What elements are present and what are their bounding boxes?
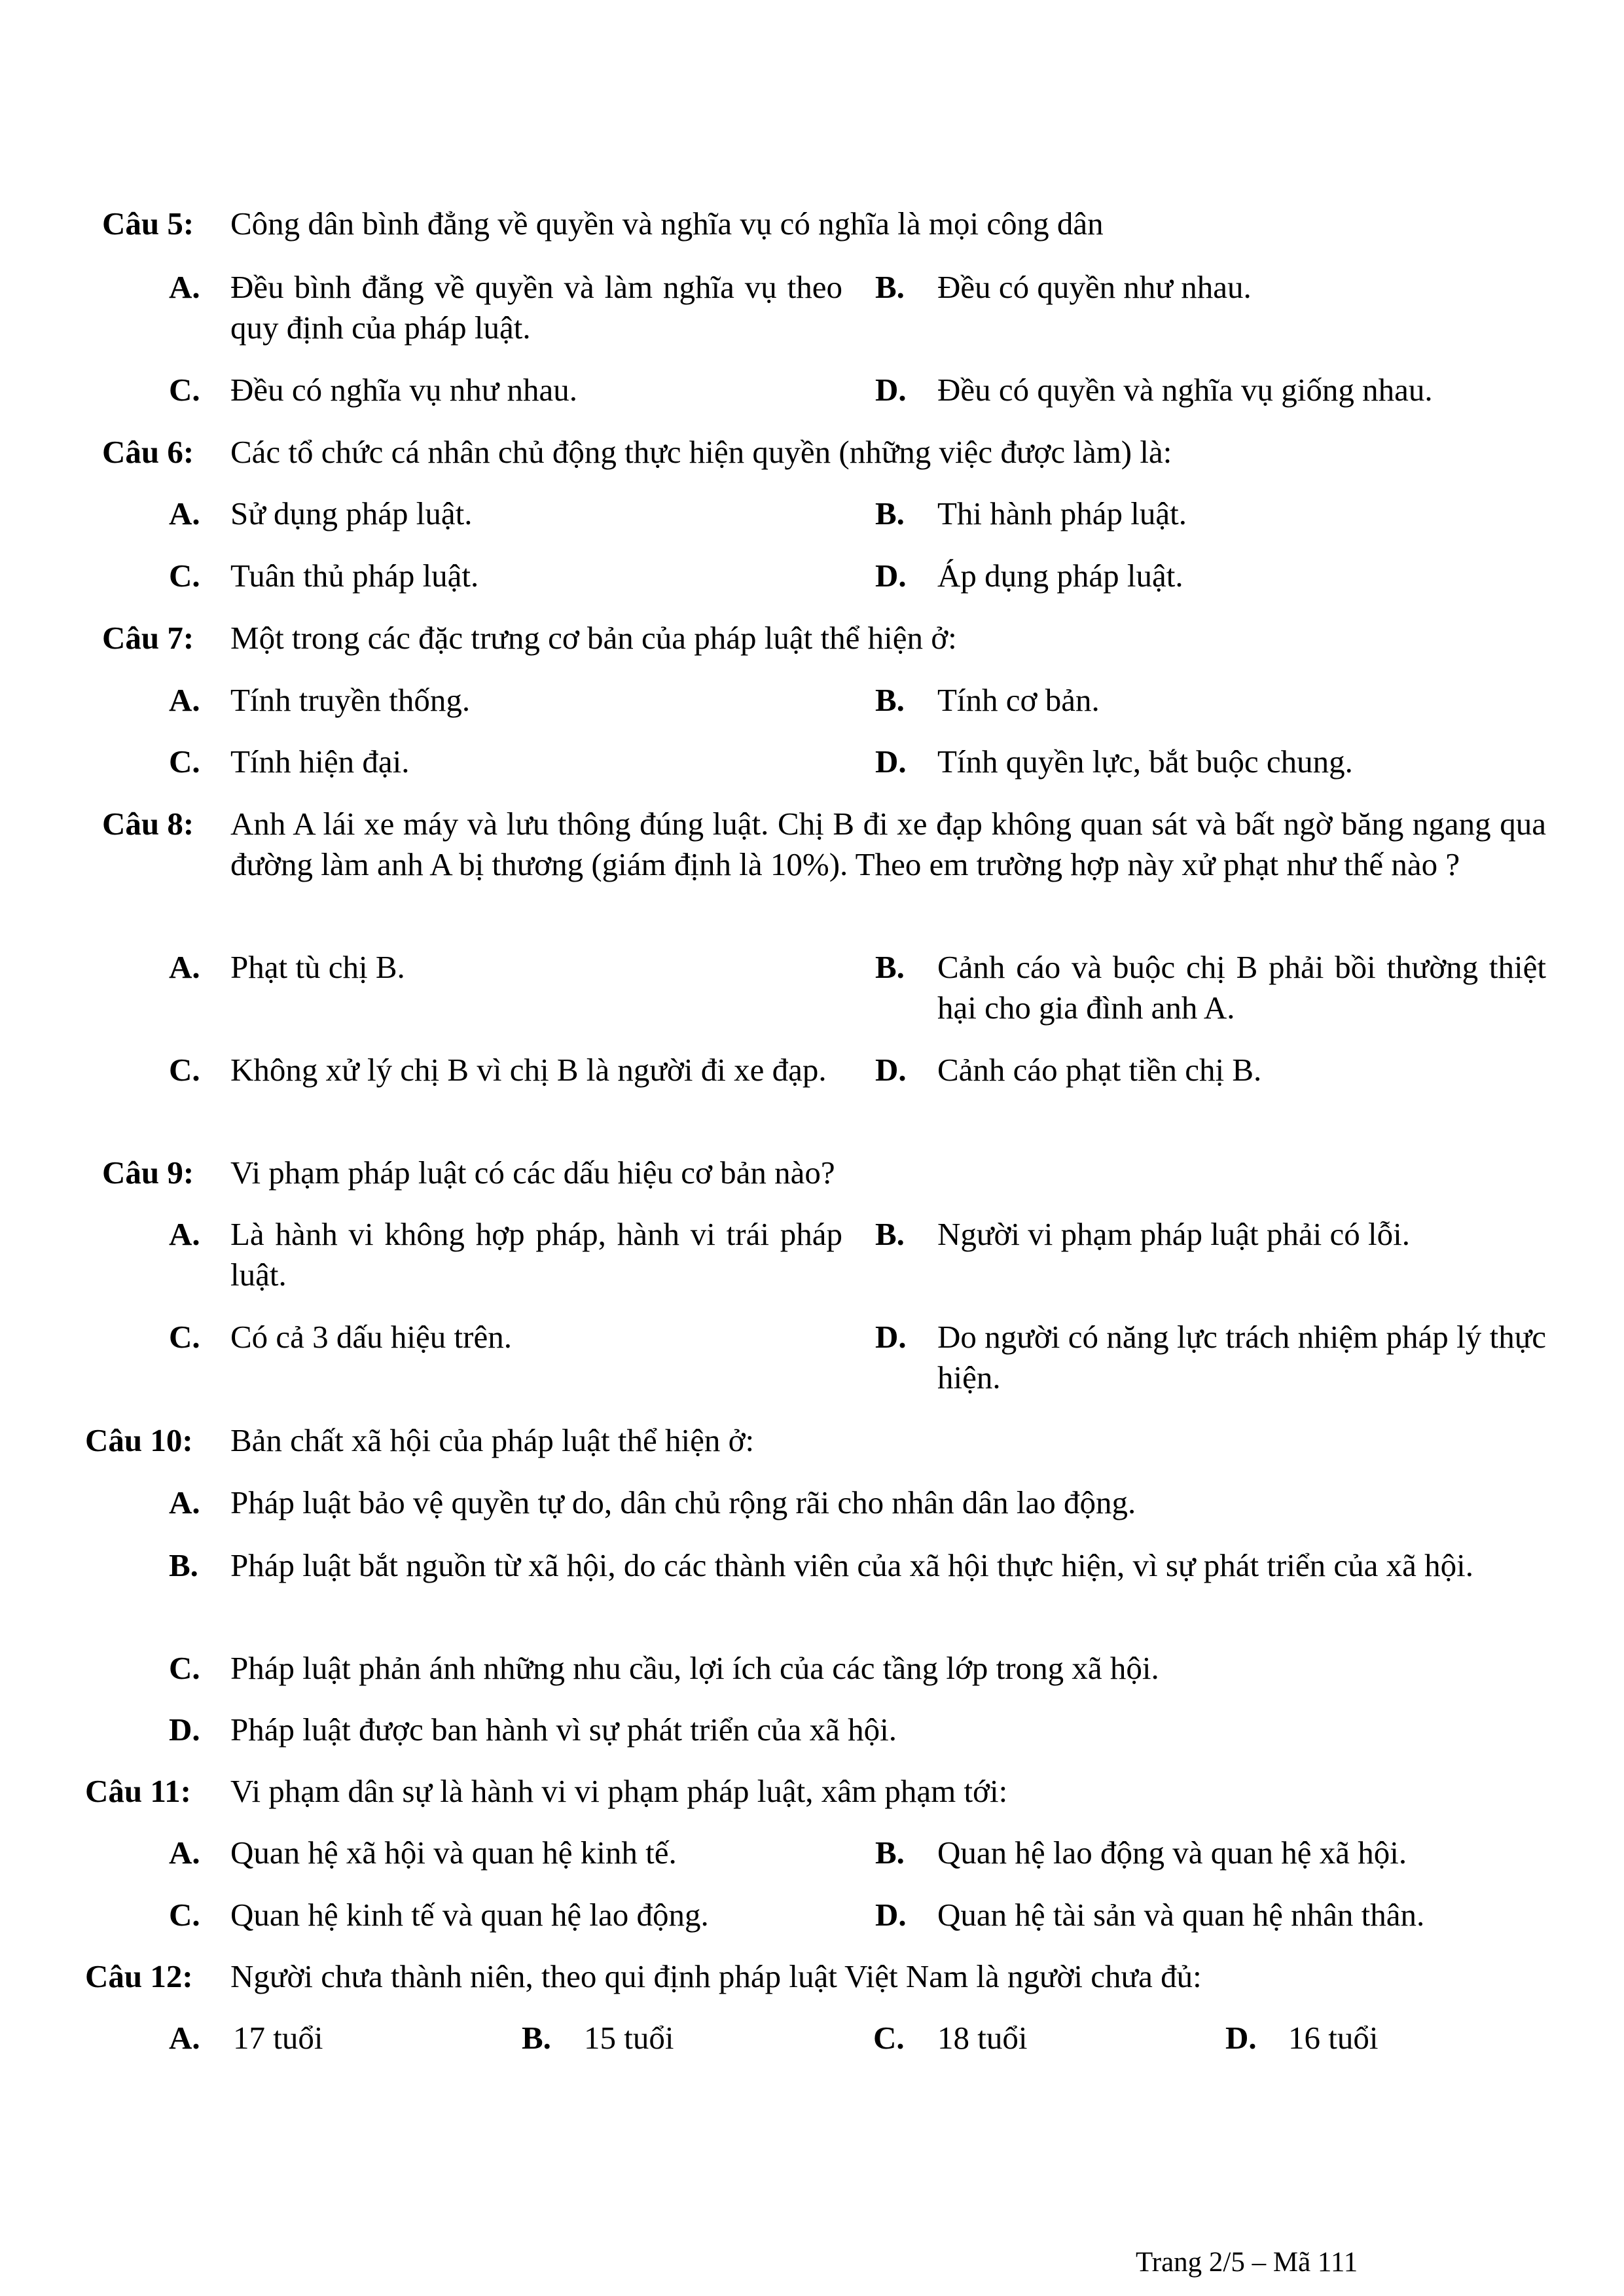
option-letter: B.	[875, 495, 905, 531]
question-text: Các tổ chức cá nhân chủ động thực hiện quyền (những việc được làm) là:	[230, 434, 1172, 470]
option-text: Đều có quyền như nhau.	[937, 269, 1252, 305]
option-text: 16 tuổi	[1288, 2020, 1379, 2056]
option-letter: A.	[169, 682, 200, 718]
option-text: Pháp luật bắt nguồn từ xã hội, do các thành viên của xã hội thực hiện, vì sự phát triển của xã hội.	[230, 1547, 1473, 1583]
option-text: Áp dụng pháp luật.	[937, 558, 1183, 594]
option-text: Đều có nghĩa vụ như nhau.	[230, 372, 578, 408]
option-letter: A.	[169, 2020, 200, 2056]
option-letter: D.	[875, 744, 907, 780]
option-text: Do người có năng lực trách nhiệm pháp lý thực hiện.	[937, 1319, 1546, 1395]
option-letter: B.	[169, 1547, 198, 1583]
option-text: Cảnh cáo và buộc chị B phải bồi thường thiệt hại cho gia đình anh A.	[937, 949, 1546, 1026]
option-letter: B.	[875, 682, 905, 718]
option-text: 18 tuổi	[937, 2020, 1028, 2056]
page-footer: Trang 2/5 – Mã 111	[1136, 2247, 1358, 2278]
question-label: Câu 11:	[85, 1773, 192, 1809]
option-letter: D.	[875, 1319, 907, 1355]
option-text: Tính cơ bản.	[937, 682, 1100, 718]
option-text: Thi hành pháp luật.	[937, 495, 1187, 531]
option-letter: A.	[169, 949, 200, 985]
option-letter: B.	[875, 1216, 905, 1252]
option-letter: C.	[169, 1319, 200, 1355]
option-letter: B.	[875, 269, 905, 305]
option-text: 17 tuổi	[233, 2020, 323, 2056]
option-text: Đều có quyền và nghĩa vụ giống nhau.	[937, 372, 1433, 408]
option-text: Quan hệ lao động và quan hệ xã hội.	[937, 1835, 1407, 1871]
question-text: Bản chất xã hội của pháp luật thể hiện ở:	[230, 1422, 755, 1458]
option-letter: C.	[169, 744, 200, 780]
option-text: Pháp luật được ban hành vì sự phát triển của xã hội.	[230, 1712, 897, 1748]
option-letter: D.	[875, 1052, 907, 1088]
question-label: Câu 5:	[102, 206, 194, 242]
question-label: Câu 10:	[85, 1422, 193, 1458]
question-text: Công dân bình đẳng về quyền và nghĩa vụ có nghĩa là mọi công dân	[230, 206, 1104, 242]
option-text: Sử dụng pháp luật.	[230, 495, 473, 531]
question-text: Người chưa thành niên, theo qui định pháp luật Việt Nam là người chưa đủ:	[230, 1958, 1202, 1994]
option-letter: A.	[169, 1835, 200, 1871]
option-letter: C.	[169, 1897, 200, 1933]
option-letter: A.	[169, 1216, 200, 1252]
question-label: Câu 8:	[102, 806, 194, 842]
option-letter: C.	[169, 372, 200, 408]
question-text: Anh A lái xe máy và lưu thông đúng luật. Chị B đi xe đạp không quan sát và bất ngờ băng ngang qua đường làm anh A bị thương (giám định là 10%). Theo em trường hợp này xử phạt như thế nào ?	[230, 806, 1546, 882]
option-text: Đều bình đẳng về quyền và làm nghĩa vụ theo quy định của pháp luật.	[230, 269, 842, 346]
option-letter: B.	[875, 949, 905, 985]
option-text: 15 tuổi	[584, 2020, 674, 2056]
option-text: Pháp luật phản ánh những nhu cầu, lợi ích của các tầng lớp trong xã hội.	[230, 1650, 1159, 1686]
option-letter: C.	[169, 558, 200, 594]
option-text: Không xử lý chị B vì chị B là người đi xe đạp.	[230, 1052, 827, 1088]
option-text: Có cả 3 dấu hiệu trên.	[230, 1319, 512, 1355]
option-text: Quan hệ kinh tế và quan hệ lao động.	[230, 1897, 709, 1933]
option-text: Tính quyền lực, bắt buộc chung.	[937, 744, 1353, 780]
option-text: Người vi phạm pháp luật phải có lỗi.	[937, 1216, 1411, 1252]
option-letter: A.	[169, 495, 200, 531]
option-letter: D.	[875, 1897, 907, 1933]
option-letter: C.	[169, 1650, 200, 1686]
option-text: Quan hệ xã hội và quan hệ kinh tế.	[230, 1835, 677, 1871]
option-text: Tính truyền thống.	[230, 682, 471, 718]
option-letter: B.	[522, 2020, 551, 2056]
option-letter: C.	[873, 2020, 905, 2056]
option-text: Cảnh cáo phạt tiền chị B.	[937, 1052, 1262, 1088]
option-text: Tính hiện đại.	[230, 744, 410, 780]
option-letter: A.	[169, 1484, 200, 1520]
option-letter: B.	[875, 1835, 905, 1871]
question-text: Vi phạm pháp luật có các dấu hiệu cơ bản nào?	[230, 1155, 835, 1191]
question-text: Một trong các đặc trưng cơ bản của pháp luật thể hiện ở:	[230, 620, 957, 656]
option-letter: D.	[169, 1712, 200, 1748]
option-text: Pháp luật bảo vệ quyền tự do, dân chủ rộng rãi cho nhân dân lao động.	[230, 1484, 1136, 1520]
option-text: Là hành vi không hợp pháp, hành vi trái pháp luật.	[230, 1216, 842, 1293]
option-letter: C.	[169, 1052, 200, 1088]
question-label: Câu 7:	[102, 620, 194, 656]
option-text: Quan hệ tài sản và quan hệ nhân thân.	[937, 1897, 1425, 1933]
option-text: Tuân thủ pháp luật.	[230, 558, 479, 594]
option-letter: D.	[875, 372, 907, 408]
option-letter: D.	[1225, 2020, 1257, 2056]
option-text: Phạt tù chị B.	[230, 949, 405, 985]
question-label: Câu 9:	[102, 1155, 194, 1191]
option-letter: D.	[875, 558, 907, 594]
question-text: Vi phạm dân sự là hành vi vi phạm pháp luật, xâm phạm tới:	[230, 1773, 1008, 1809]
option-letter: A.	[169, 269, 200, 305]
question-label: Câu 12:	[85, 1958, 193, 1994]
question-label: Câu 6:	[102, 434, 194, 470]
